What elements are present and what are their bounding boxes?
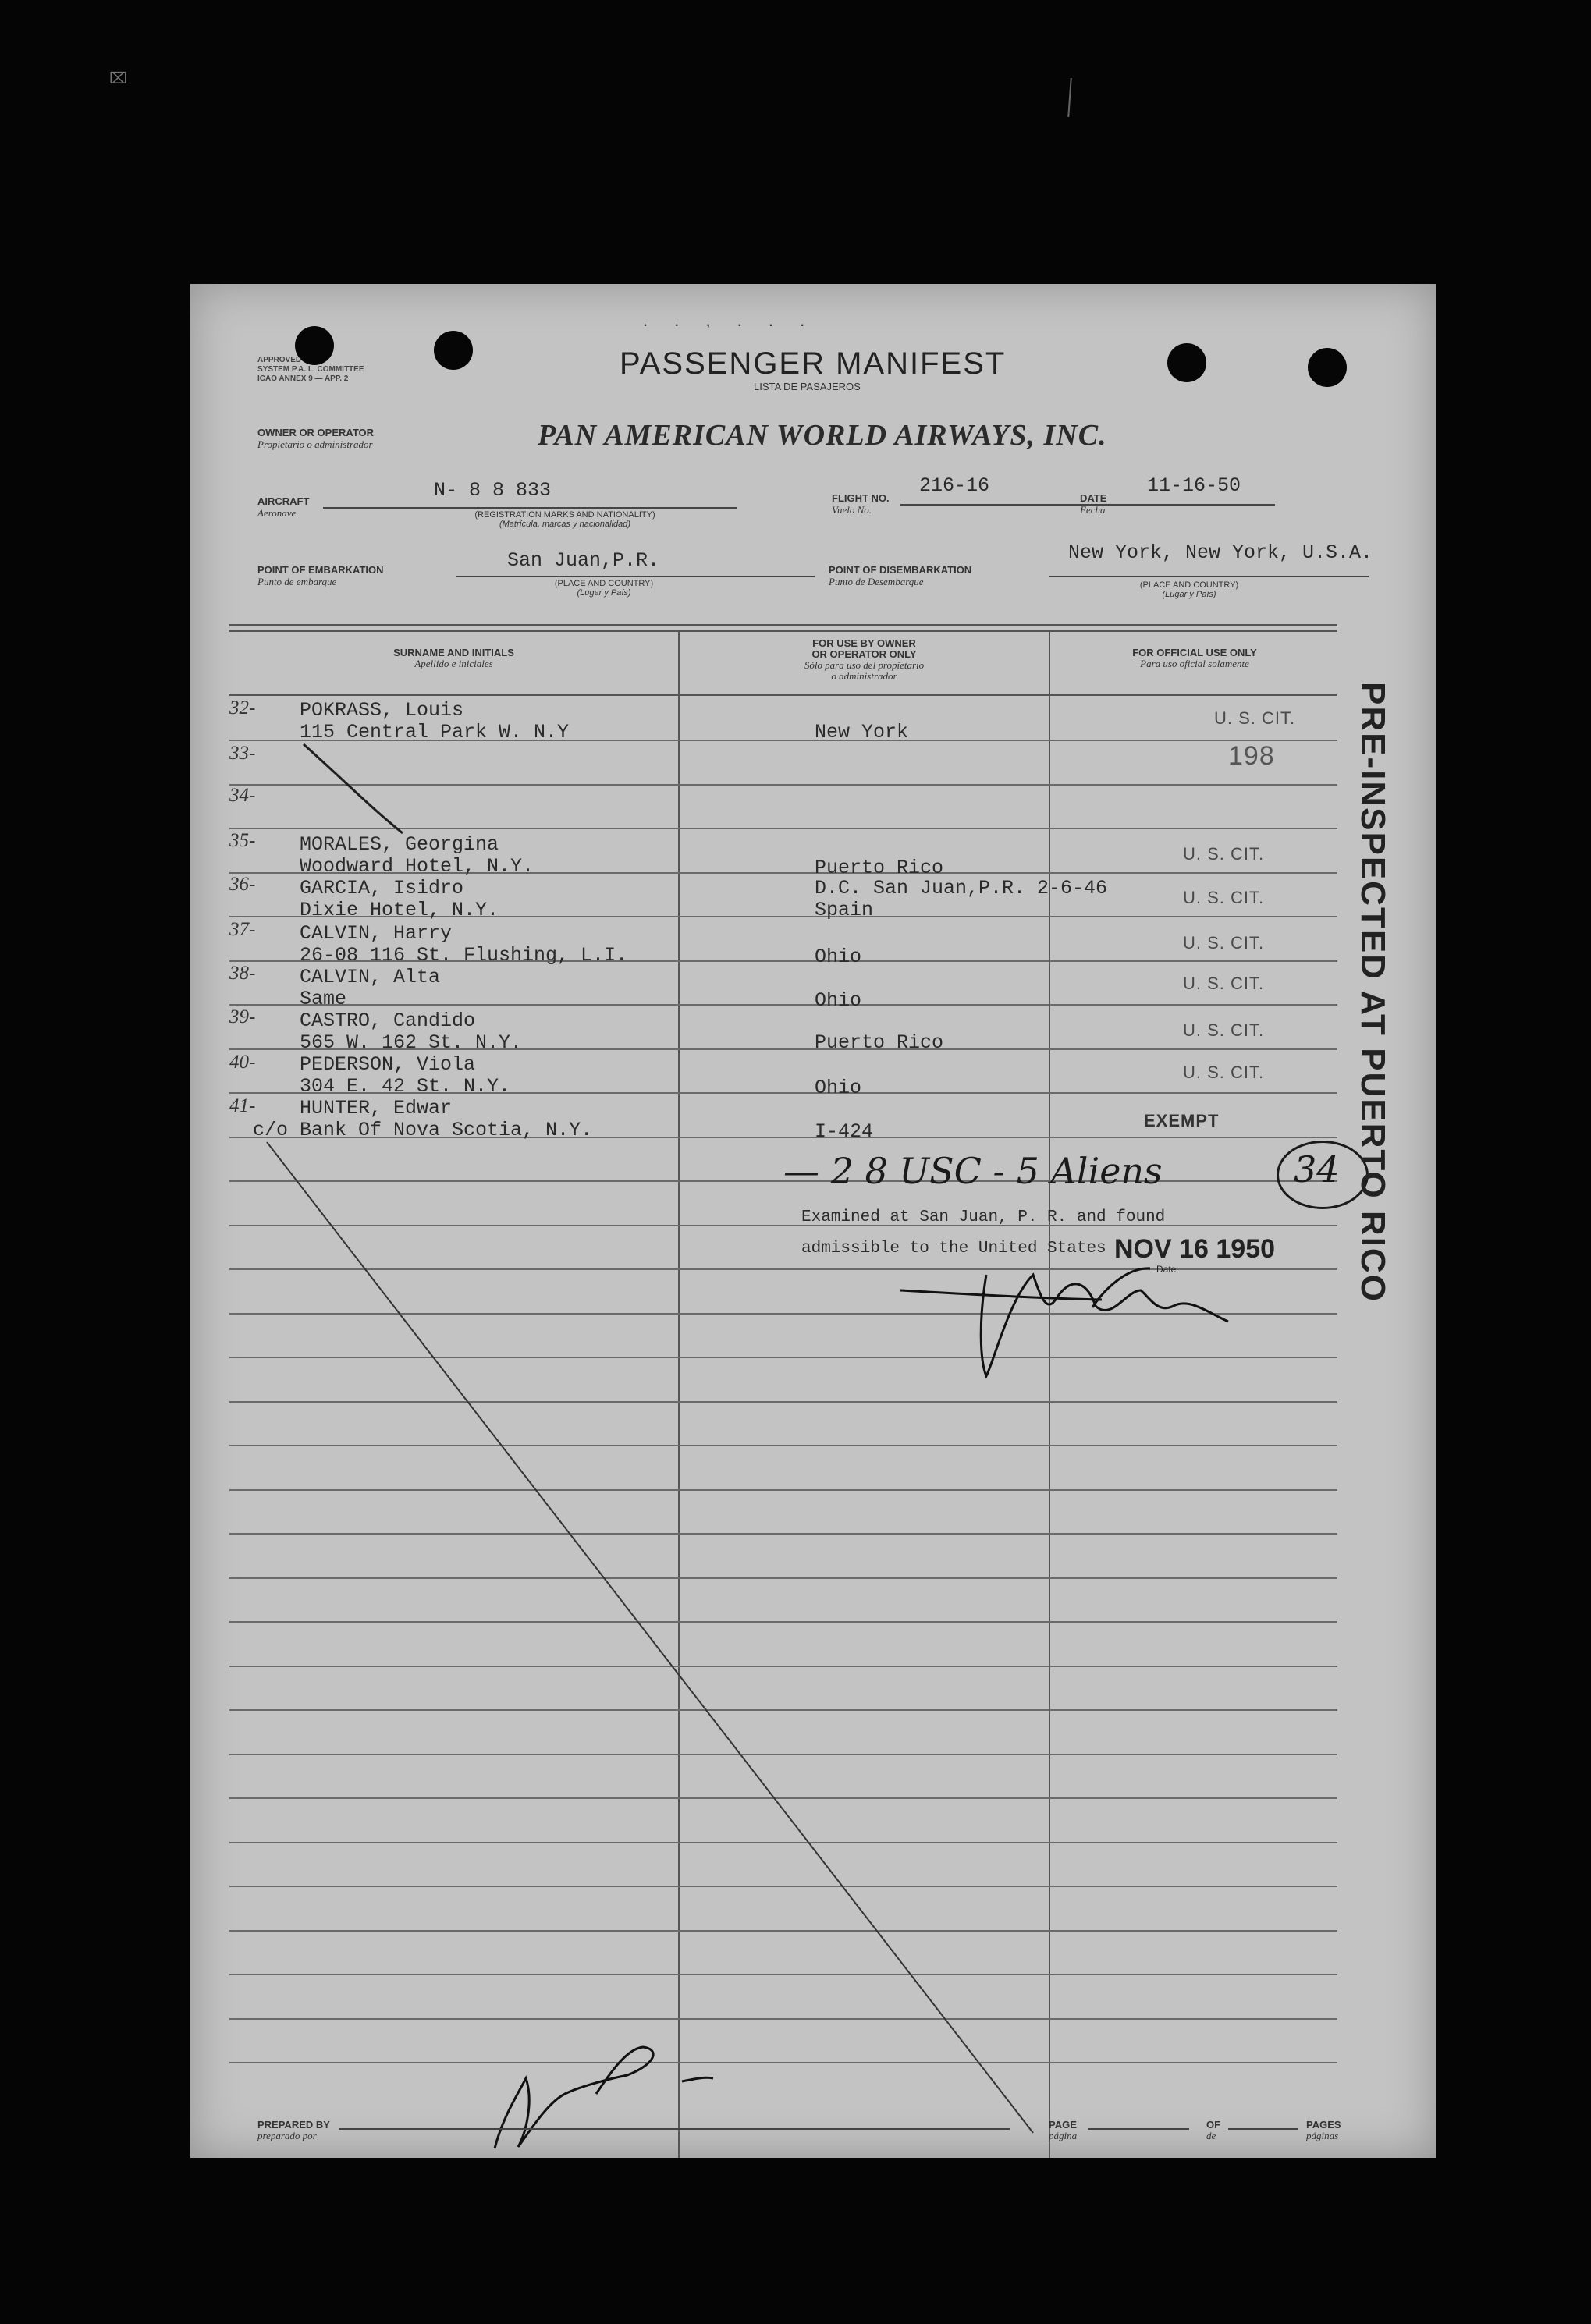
row-number: 41- <box>229 1095 256 1116</box>
page-title-es: LISTA DE PASAJEROS <box>754 381 861 392</box>
table-top-rule <box>229 630 1337 632</box>
of-underline <box>1228 2128 1298 2130</box>
date-underline <box>1119 504 1275 506</box>
cross-out-line <box>267 1142 1033 2133</box>
table-top-rule <box>229 624 1337 626</box>
row-number: 32- <box>229 697 256 718</box>
date-label-es: Fecha <box>1080 504 1106 516</box>
surname-column-header <box>229 648 678 669</box>
ruled-line <box>229 1004 1337 1006</box>
scan-tick-mark <box>1067 78 1071 117</box>
embark-caption <box>526 579 682 598</box>
disembark-label: POINT OF DISEMBARKATION <box>829 564 972 576</box>
ruled-line <box>229 1225 1337 1226</box>
passenger-name: MORALES, Georgina <box>300 833 499 856</box>
passenger-origin: I-424 <box>815 1120 874 1143</box>
ruled-line <box>229 1974 1337 1975</box>
flight-label: FLIGHT NO. <box>832 492 890 504</box>
approval-line: ICAO ANNEX 9 — APP. 2 <box>257 374 349 383</box>
owner-column-header <box>680 638 1049 682</box>
passenger-origin: Puerto Rico <box>815 857 944 879</box>
date-value: 11-16-50 <box>1147 474 1241 497</box>
passenger-name: HUNTER, Edwar <box>300 1097 453 1119</box>
ruled-line <box>229 1445 1337 1446</box>
exempt-stamp: EXEMPT <box>1144 1111 1220 1130</box>
ruled-line <box>229 1930 1337 1932</box>
exam-date-stamp <box>1114 1234 1276 1275</box>
approval-block <box>257 356 364 384</box>
exam-date: NOV 16 1950 <box>1114 1234 1276 1264</box>
passenger-origin: Ohio <box>815 989 862 1012</box>
ruled-line <box>229 1754 1337 1755</box>
passenger-origin: D.C. San Juan,P.R. 2-6-46 <box>815 877 1108 899</box>
owner-label: OWNER OR OPERATOR <box>257 427 375 438</box>
pre-inspected-stamp: PRE-INSPECTED AT PUERTO RICO <box>1354 682 1392 1303</box>
owner-header-es: o administrador <box>831 670 897 682</box>
exam-date-label: Date <box>1156 1264 1177 1275</box>
prepared-by-label-es: preparado por <box>257 2130 317 2141</box>
disembark-caption-en: (PLACE AND COUNTRY) <box>1139 580 1239 590</box>
punch-hole <box>1308 348 1347 387</box>
passenger-address: 26-08 116 St. Flushing, L.I. <box>300 944 628 967</box>
handwritten-tally: — 2 8 USC - 5 Aliens <box>783 1150 1163 1192</box>
row-number: 40- <box>229 1052 256 1073</box>
pages-label: PAGES <box>1306 2119 1341 2131</box>
row-number: 35- <box>229 830 256 851</box>
ruled-line <box>229 1621 1337 1623</box>
exam-stamp-line2: admissible to the United States <box>801 1240 1106 1258</box>
passenger-origin: Ohio <box>815 946 862 968</box>
manifest-sheet <box>190 284 1436 2158</box>
ruled-line <box>229 1489 1337 1491</box>
disembark-caption-es: (Lugar y País) <box>1162 590 1216 599</box>
header-bottom-rule <box>229 694 1337 696</box>
strike-mark <box>304 744 403 833</box>
passenger-name: PEDERSON, Viola <box>300 1053 476 1076</box>
passenger-name: CALVIN, Alta <box>300 966 441 988</box>
column-divider <box>1049 632 1050 2158</box>
passenger-nationality: Spain <box>815 899 874 921</box>
operator-name: PAN AMERICAN WORLD AIRWAYS, INC. <box>538 419 1107 452</box>
passenger-address: 304 E. 42 St. N.Y. <box>300 1075 511 1098</box>
approval-line: APPROVED <box>257 356 302 364</box>
embark-label-es: Punto de embarque <box>257 576 337 587</box>
passenger-origin: Ohio <box>815 1077 862 1099</box>
aircraft-label: AIRCRAFT <box>257 495 310 507</box>
citizenship-stamp: U. S. CIT. <box>1183 888 1265 907</box>
tally-circle-number: 34 <box>1294 1148 1340 1190</box>
ruled-line <box>229 1313 1337 1315</box>
row-number: 36- <box>229 874 256 895</box>
passenger-origin: Puerto Rico <box>815 1031 944 1054</box>
column-divider <box>678 632 680 2158</box>
exam-stamp-line1: Examined at San Juan, P. R. and found <box>801 1208 1166 1226</box>
aircraft-caption <box>448 510 682 529</box>
row-number: 37- <box>229 919 256 940</box>
page-title: PASSENGER MANIFEST <box>620 346 1007 381</box>
flight-label-es: Vuelo No. <box>832 504 872 516</box>
passenger-name: CALVIN, Harry <box>300 922 453 945</box>
owner-header-line: FOR USE BY OWNER <box>812 637 916 649</box>
ruled-line <box>229 1797 1337 1799</box>
aircraft-caption-es: (Matrícula, marcas y nacionalidad) <box>499 520 631 529</box>
passenger-address: c/o Bank Of Nova Scotia, N.Y. <box>253 1119 593 1141</box>
passenger-address: Dixie Hotel, N.Y. <box>300 899 499 921</box>
passenger-address: 115 Central Park W. N.Y <box>300 721 570 743</box>
pages-label-es: páginas <box>1306 2130 1339 2141</box>
embark-underline <box>456 576 815 577</box>
aircraft-caption-en: (REGISTRATION MARKS AND NATIONALITY) <box>474 510 655 520</box>
date-label: DATE <box>1080 492 1107 504</box>
ruled-line <box>229 1709 1337 1711</box>
row-number: 39- <box>229 1006 256 1027</box>
aircraft-value: N- 8 8 833 <box>434 479 552 502</box>
owner-header-line: OR OPERATOR ONLY <box>811 648 917 660</box>
passenger-name: CASTRO, Candido <box>300 1009 476 1032</box>
surname-header-text: SURNAME AND INITIALS <box>393 647 514 658</box>
ruled-line <box>229 1533 1337 1535</box>
count-stamp: 198 <box>1228 741 1275 771</box>
ruled-line <box>229 1401 1337 1403</box>
citizenship-stamp: U. S. CIT. <box>1214 708 1296 728</box>
ruled-line <box>229 1886 1337 1887</box>
embark-caption-en: (PLACE AND COUNTRY) <box>554 579 654 588</box>
ruled-line <box>229 2062 1337 2063</box>
embark-caption-es: (Lugar y País) <box>577 588 631 598</box>
passenger-name: POKRASS, Louis <box>300 699 464 722</box>
citizenship-stamp: U. S. CIT. <box>1183 933 1265 953</box>
row-number: 38- <box>229 963 256 984</box>
page-label-es: página <box>1049 2130 1078 2141</box>
disembark-value: New York, New York, U.S.A. <box>1068 541 1373 564</box>
owner-header-es: Sólo para uso del propietario <box>804 659 925 671</box>
passenger-address: Same <box>300 988 347 1010</box>
aircraft-label-es: Aeronave <box>257 507 297 519</box>
prepared-by-label: PREPARED BY <box>257 2119 330 2131</box>
citizenship-stamp: U. S. CIT. <box>1183 974 1265 993</box>
ruled-line <box>229 1666 1337 1667</box>
flight-value: 216-16 <box>919 474 990 497</box>
disembark-caption <box>1111 580 1267 599</box>
aircraft-underline <box>323 507 737 509</box>
of-label-es: de <box>1206 2130 1216 2141</box>
scan-corner-mark: ⌧ <box>109 69 128 87</box>
passenger-address: Woodward Hotel, N.Y. <box>300 855 534 878</box>
owner-label-es: Propietario o administrador <box>257 438 373 450</box>
disembark-underline <box>1049 576 1369 577</box>
passenger-origin: New York <box>815 721 909 743</box>
ruled-line <box>229 784 1337 786</box>
punch-hole <box>434 331 473 370</box>
page-underline <box>1088 2128 1189 2130</box>
of-label: OF <box>1206 2119 1221 2131</box>
scan-dots: . . , . . . <box>643 310 816 330</box>
passenger-address: 565 W. 162 St. N.Y. <box>300 1031 523 1054</box>
embark-label: POINT OF EMBARKATION <box>257 564 384 576</box>
official-column-header <box>1050 648 1339 669</box>
citizenship-stamp: U. S. CIT. <box>1183 844 1265 864</box>
ruled-line <box>229 1842 1337 1843</box>
approval-line: SYSTEM P.A. L. COMMITTEE <box>257 365 364 374</box>
citizenship-stamp: U. S. CIT. <box>1183 1020 1265 1040</box>
ruled-line <box>229 2018 1337 2020</box>
ruled-line <box>229 1357 1337 1358</box>
surname-header-es: Apellido e iniciales <box>414 658 493 669</box>
citizenship-stamp: U. S. CIT. <box>1183 1063 1265 1082</box>
official-header-es: Para uso oficial solamente <box>1140 658 1249 669</box>
row-number: 34- <box>229 785 256 806</box>
punch-hole <box>1167 343 1206 382</box>
row-number: 33- <box>229 743 256 764</box>
page-label: PAGE <box>1049 2119 1077 2131</box>
prepared-by-underline <box>339 2128 1010 2130</box>
passenger-name: GARCIA, Isidro <box>300 877 464 899</box>
ruled-line <box>229 1577 1337 1579</box>
ruled-line <box>229 828 1337 829</box>
embark-value: San Juan,P.R. <box>507 549 660 572</box>
inspector-signature <box>900 1268 1228 1376</box>
disembark-label-es: Punto de Desembarque <box>829 576 924 587</box>
official-header-text: FOR OFFICIAL USE ONLY <box>1132 647 1257 658</box>
